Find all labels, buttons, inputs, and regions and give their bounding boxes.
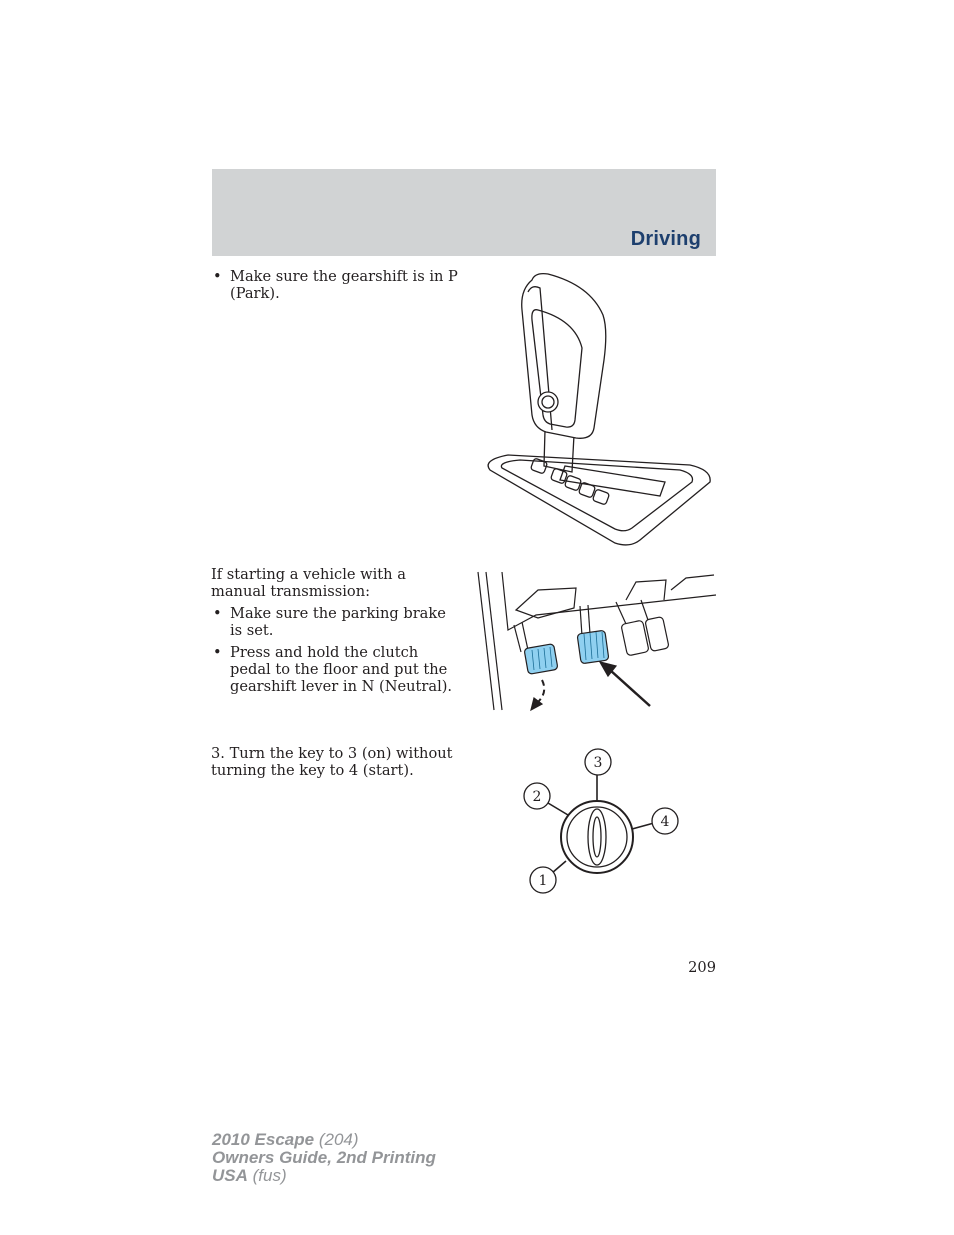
page-number: 209: [688, 959, 716, 976]
footer-line-3: USA (fus): [212, 1166, 287, 1185]
position-label-2: 2: [532, 789, 542, 805]
pedal-illustration: [476, 570, 716, 715]
bullet-icon: •: [213, 644, 222, 661]
footer-line-2: Owners Guide, 2nd Printing: [212, 1148, 436, 1167]
position-label-3: 3: [593, 755, 603, 771]
gearshift-instructions: [211, 268, 461, 307]
section-title: Driving: [630, 228, 701, 250]
footer-line-1: 2010 Escape (204): [212, 1130, 359, 1149]
bullet-icon: •: [213, 605, 222, 622]
manual-transmission-instructions: [211, 566, 461, 700]
intro-text: If starting a vehicle with a manual transmission:: [211, 566, 406, 600]
bullet-icon: •: [213, 268, 222, 285]
list-item: • Make sure the gearshift is in P (Park).: [213, 268, 458, 302]
step-text: 3. Turn the key to 3 (on) without turning the key to 4 (start).: [211, 745, 453, 779]
list-item: • Make sure the parking brake is set.: [213, 605, 446, 639]
section-header-band: [212, 169, 716, 256]
ignition-illustration: [518, 745, 688, 900]
gearshift-illustration: [480, 270, 716, 550]
footer: [212, 1131, 436, 1185]
position-label-1: 1: [538, 873, 548, 889]
list-item: • Press and hold the clutch pedal to the floor and put the gearshift lever in N (Neutral).: [213, 644, 453, 695]
position-label-4: 4: [660, 814, 670, 830]
ignition-step: [211, 745, 461, 784]
